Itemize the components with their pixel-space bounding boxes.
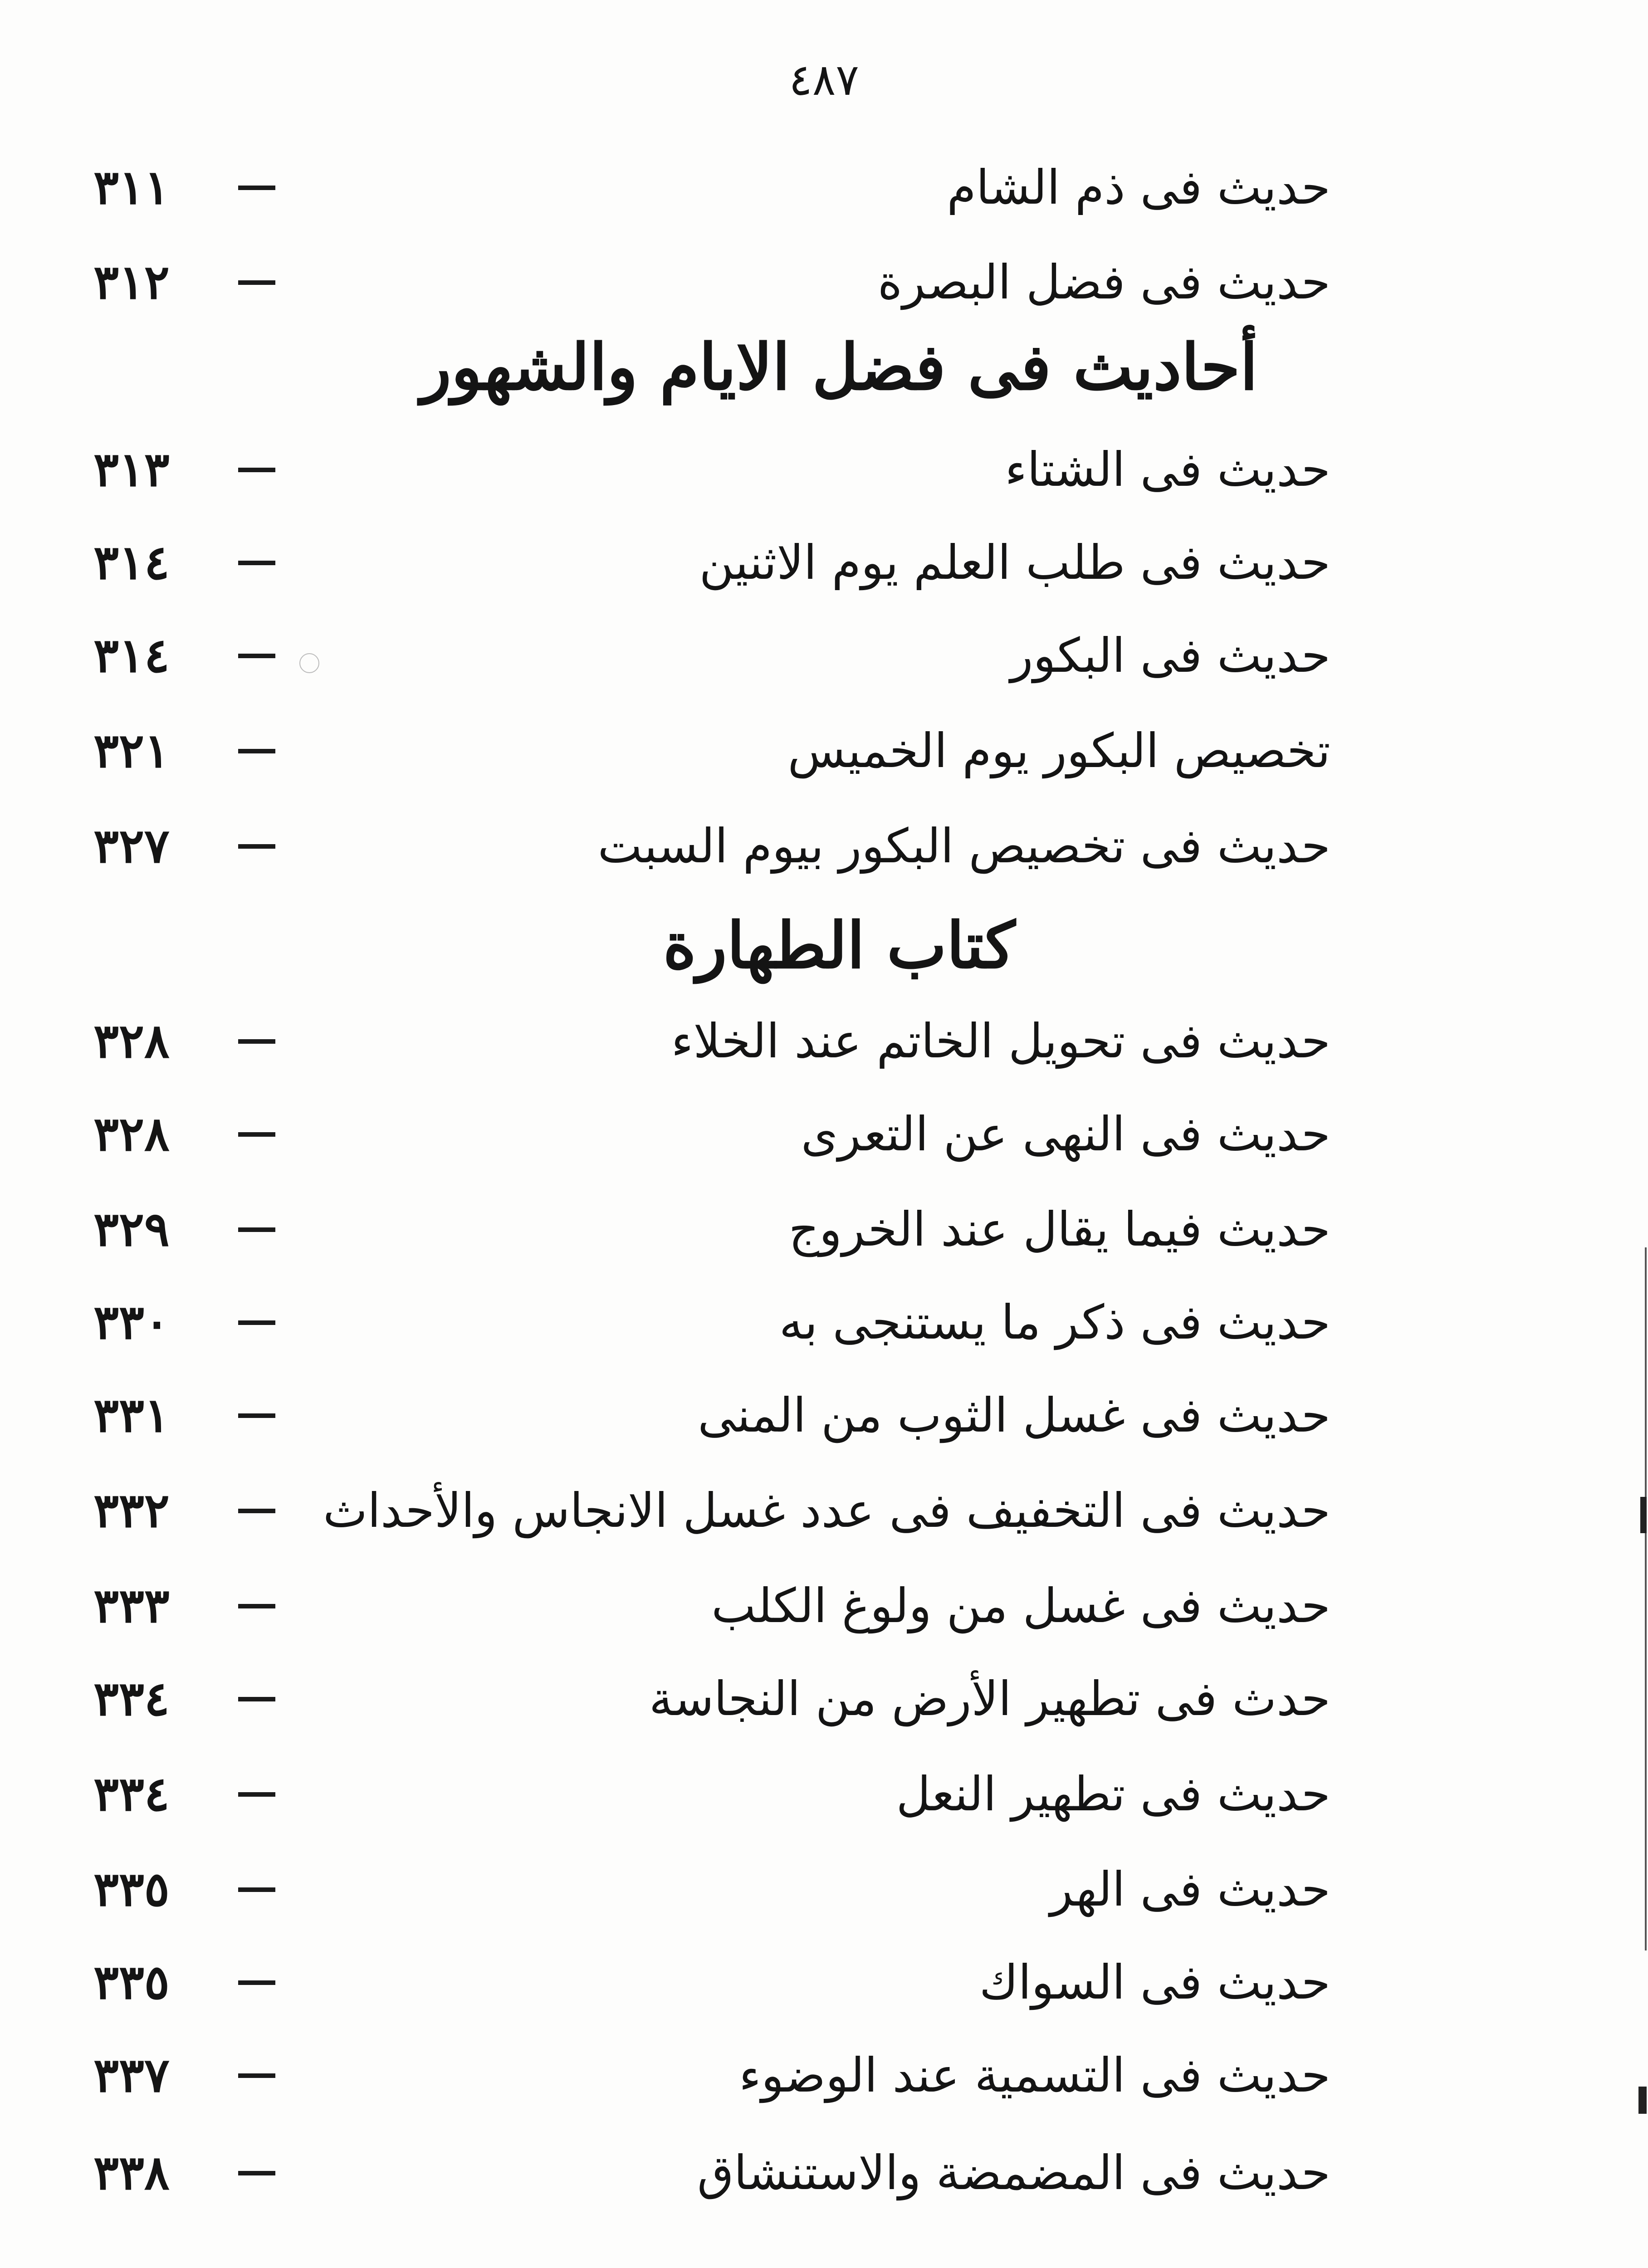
entry-page-number: ٣١٣ — [93, 441, 170, 497]
toc-entry — [0, 996, 1648, 1086]
entry-dash — [238, 1413, 275, 1418]
toc-entry — [0, 1370, 1648, 1461]
toc-entry — [0, 1749, 1648, 1839]
entry-dash — [238, 1792, 275, 1797]
entry-title: حديث فى غسل الثوب من المنى — [698, 1388, 1330, 1443]
entry-dash — [238, 468, 275, 472]
entry-page-number: ٣٣٥ — [93, 1954, 170, 2010]
entry-dash — [238, 1697, 275, 1701]
toc-entry — [0, 1184, 1648, 1275]
entry-title: حدث فى تطهير الأرض من النجاسة — [649, 1671, 1330, 1726]
entry-page-number: ٣١١ — [93, 159, 170, 215]
entry-title: حديث فى ذكر ما يستنجى به — [779, 1295, 1330, 1350]
entry-title: حديث فى البكور — [1010, 628, 1330, 683]
entry-dash — [238, 844, 275, 849]
toc-entry — [0, 801, 1648, 891]
entry-dash — [238, 2073, 275, 2078]
entry-page-number: ٣٣٤ — [93, 1671, 170, 1726]
toc-entry — [0, 2127, 1648, 2218]
entry-dash — [238, 186, 275, 190]
entry-page-number: ٣٢٩ — [93, 1201, 170, 1257]
entry-title: حديث فى النهى عن التعرى — [801, 1106, 1330, 1162]
toc-entry — [0, 1465, 1648, 1556]
entry-title: حديث فى التسمية عند الوضوء — [739, 2048, 1330, 2103]
toc-entry — [0, 1937, 1648, 2028]
entry-title: حديث فى السواك — [979, 1955, 1330, 2010]
entry-page-number: ٣١٤ — [93, 627, 170, 683]
entry-title: حديث فى ذم الشام — [947, 160, 1330, 215]
entry-title: حديث فى الهر — [1050, 1862, 1330, 1917]
entry-dash — [238, 1320, 275, 1325]
entry-page-number: ٣٣٣ — [93, 1578, 170, 1633]
entry-page-number: ٣٣٨ — [93, 2145, 170, 2200]
entry-dash — [238, 1887, 275, 1892]
entry-dash — [238, 1509, 275, 1513]
toc-entry — [0, 2030, 1648, 2121]
entry-title: حديث فيما يقال عند الخروج — [788, 1202, 1330, 1257]
entry-page-number: ٣١٤ — [93, 534, 170, 590]
entry-dash — [238, 2171, 275, 2175]
toc-entry — [0, 1277, 1648, 1368]
entry-page-number: ٣٣٠ — [93, 1294, 170, 1350]
entry-dash — [238, 654, 275, 658]
toc-entry — [0, 237, 1648, 327]
entry-page-number: ٣٣٥ — [93, 1861, 170, 1917]
section-heading: أحاديث فى فضل الايام والشهور — [421, 330, 1258, 405]
entry-page-number: ٣٣٧ — [93, 2047, 170, 2103]
entry-page-number: ٣٢٨ — [93, 1013, 170, 1069]
scan-edge-mark — [1640, 1497, 1647, 1533]
entry-dash — [238, 280, 275, 285]
scan-edge-line — [1645, 1247, 1647, 1950]
toc-entry — [0, 1089, 1648, 1179]
entry-dash — [238, 1132, 275, 1137]
toc-entry — [0, 610, 1648, 701]
toc-entry — [0, 1844, 1648, 1935]
entry-page-number: ٣٣٢ — [93, 1482, 170, 1538]
entry-title: حديث فى تحويل الخاتم عند الخلاء — [671, 1013, 1330, 1069]
entry-page-number: ٣٣٤ — [93, 1766, 170, 1822]
entry-dash — [238, 561, 275, 565]
entry-title: حديث فى المضمضة والاستنشاق — [697, 2145, 1330, 2200]
scan-edge-mark — [1638, 2087, 1647, 2114]
entry-dash — [238, 1980, 275, 1985]
toc-entry — [0, 142, 1648, 233]
entry-title: حديث فى طلب العلم يوم الاثنين — [699, 535, 1330, 590]
entry-title: حديث فى الشتاء — [1005, 442, 1330, 497]
entry-page-number: ٣٢٨ — [93, 1106, 170, 1162]
entry-page-number: ٣٢٧ — [93, 818, 170, 874]
entry-page-number: ٣٣١ — [93, 1387, 170, 1443]
toc-entry — [0, 705, 1648, 796]
entry-title: حديث فى غسل من ولوغ الكلب — [711, 1578, 1330, 1633]
toc-entry — [0, 424, 1648, 515]
page-number: ٤٨٧ — [789, 54, 859, 105]
entry-dash — [238, 749, 275, 753]
entry-dash — [238, 1227, 275, 1232]
entry-title: حديث فى التخفيف فى عدد غسل الانجاس والأحداث — [323, 1483, 1330, 1538]
toc-entry — [0, 1560, 1648, 1651]
entry-dash — [238, 1039, 275, 1044]
toc-entry — [0, 517, 1648, 608]
entry-dash — [238, 1604, 275, 1608]
entry-title: حديث فى تطهير النعل — [896, 1766, 1330, 1822]
entry-page-number: ٣٢١ — [93, 723, 170, 778]
entry-title: تخصيص البكور يوم الخميس — [787, 723, 1330, 778]
faint-circle-mark — [299, 653, 319, 673]
toc-entry — [0, 1653, 1648, 1744]
section-heading: كتاب الطهارة — [663, 909, 1016, 983]
entry-title: حديث فى تخصيص البكور بيوم السبت — [597, 818, 1330, 874]
entry-title: حديث فى فضل البصرة — [877, 254, 1330, 310]
entry-page-number: ٣١٢ — [93, 254, 170, 310]
